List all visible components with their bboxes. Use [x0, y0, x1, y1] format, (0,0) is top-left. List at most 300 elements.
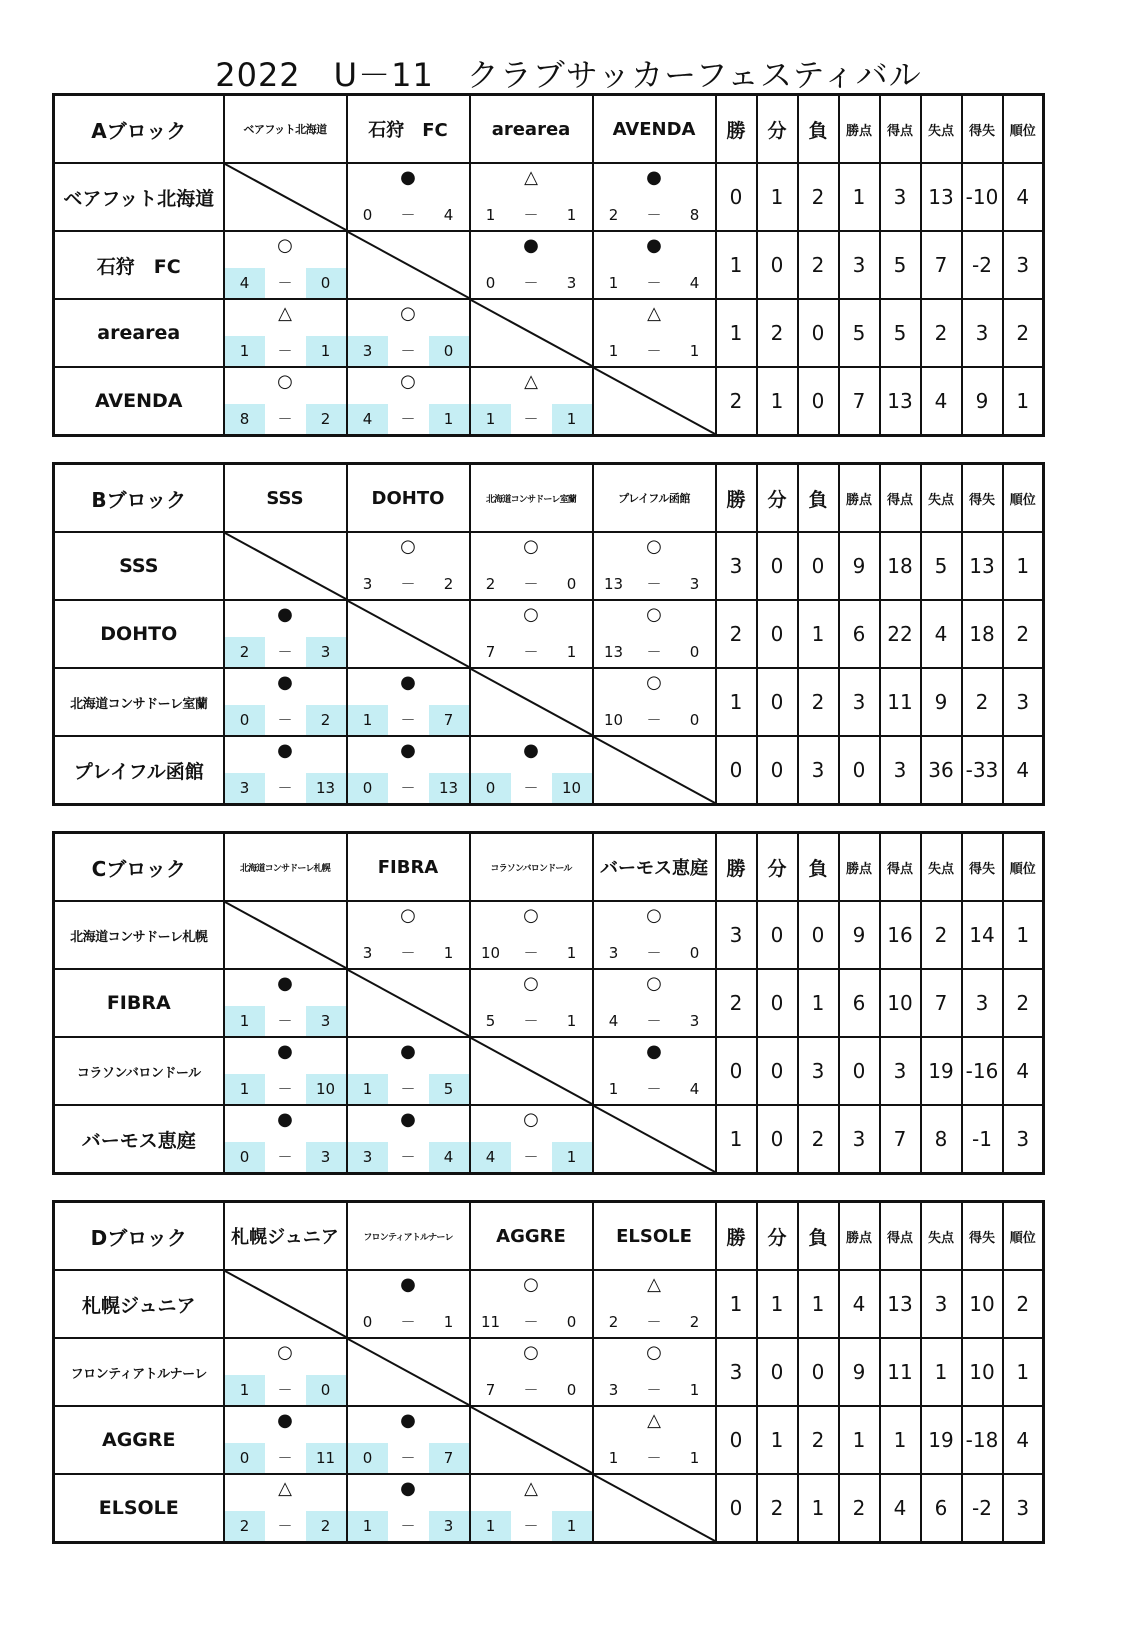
column-team-name: 札幌ジュニア [224, 1202, 347, 1271]
match-score [348, 569, 469, 599]
score-against: 1 [566, 643, 577, 661]
stat-value: 2 [1003, 969, 1044, 1037]
stat-header: 勝 [716, 1202, 757, 1271]
score-against: 1 [689, 1381, 700, 1399]
block-table [52, 831, 1045, 1175]
stat-value: 10 [880, 969, 921, 1037]
stat-value: 4 [921, 600, 962, 668]
match-score [225, 404, 346, 434]
score-for: 0 [362, 1313, 373, 1331]
result-mark: ● [277, 740, 293, 761]
table-row [54, 668, 1044, 736]
match-cell [593, 532, 716, 600]
table-row [54, 299, 1044, 367]
match-cell [470, 532, 593, 600]
match-cell [593, 668, 716, 736]
stat-value: 1 [921, 1338, 962, 1406]
stat-value: 5 [839, 299, 880, 367]
stat-value: 9 [962, 367, 1003, 436]
stat-value: -16 [962, 1037, 1003, 1105]
result-mark: ○ [523, 1342, 539, 1363]
result-mark: ● [400, 1109, 416, 1130]
stat-value: 22 [880, 600, 921, 668]
match-cell [224, 299, 347, 367]
stat-value: 7 [921, 231, 962, 299]
stat-header: 勝点 [839, 95, 880, 164]
stat-value: 2 [921, 901, 962, 969]
stat-value: 11 [880, 1338, 921, 1406]
score-against: 5 [429, 1074, 469, 1104]
match-cell [347, 1037, 470, 1105]
stat-header: 失点 [921, 1202, 962, 1271]
score-against: 0 [429, 336, 469, 366]
score-dash: － [277, 1517, 293, 1535]
diagonal-line [348, 232, 469, 298]
score-against: 0 [566, 1313, 577, 1331]
score-for: 1 [225, 336, 265, 366]
score-dash: － [400, 711, 416, 729]
result-mark: △ [647, 1410, 661, 1431]
match-cell [224, 736, 347, 805]
match-score [225, 1375, 346, 1405]
stat-value: 2 [1003, 1270, 1044, 1338]
row-team-name: SSS [54, 532, 224, 600]
stat-value: 10 [962, 1338, 1003, 1406]
score-for: 8 [225, 404, 265, 434]
score-for: 4 [225, 268, 265, 298]
match-score [348, 938, 469, 968]
stat-value: 2 [757, 1474, 798, 1543]
result-mark: ● [523, 740, 539, 761]
score-against: 3 [689, 1012, 700, 1030]
stat-value: 11 [880, 668, 921, 736]
score-dash: － [523, 779, 539, 797]
stat-header: 負 [798, 464, 839, 533]
column-team-name: 石狩 FC [347, 95, 470, 164]
score-dash: － [400, 1449, 416, 1467]
match-cell [593, 231, 716, 299]
score-against: 1 [429, 404, 469, 434]
score-dash: － [400, 342, 416, 360]
score-against: 2 [306, 404, 346, 434]
result-mark: ○ [523, 536, 539, 557]
stat-value: 1 [1003, 901, 1044, 969]
stat-value: 0 [716, 1037, 757, 1105]
score-dash: － [400, 944, 416, 962]
row-team-name: 札幌ジュニア [54, 1270, 224, 1338]
stat-value: 3 [962, 969, 1003, 1037]
score-for: 1 [471, 1511, 511, 1541]
stat-header: 得失 [962, 464, 1003, 533]
stat-value: 2 [962, 668, 1003, 736]
stat-value: 2 [921, 299, 962, 367]
match-score [225, 1006, 346, 1036]
diagonal-line [594, 1106, 715, 1172]
stat-value: 0 [757, 1105, 798, 1174]
match-score [471, 773, 592, 803]
score-dash: － [646, 342, 662, 360]
score-against: 4 [689, 274, 700, 292]
stat-value: 13 [880, 367, 921, 436]
column-team-name: SSS [224, 464, 347, 533]
score-dash: － [523, 410, 539, 428]
stat-value: 6 [839, 600, 880, 668]
stat-header: 得失 [962, 833, 1003, 902]
score-for: 3 [348, 1142, 388, 1172]
stat-value: 3 [1003, 668, 1044, 736]
stat-value: 19 [921, 1406, 962, 1474]
row-team-name: 北海道コンサドーレ札幌 [54, 901, 224, 969]
row-team-name: プレイフル函館 [54, 736, 224, 805]
score-dash: － [646, 1313, 662, 1331]
result-mark: ○ [646, 1342, 662, 1363]
score-against: 0 [689, 643, 700, 661]
score-against: 4 [443, 206, 454, 224]
result-mark: ○ [400, 303, 416, 324]
result-mark: ○ [277, 1342, 293, 1363]
score-against: 0 [306, 268, 346, 298]
row-team-name: 石狩 FC [54, 231, 224, 299]
row-team-name: arearea [54, 299, 224, 367]
match-score [471, 569, 592, 599]
score-against: 1 [306, 336, 346, 366]
stat-value: 10 [962, 1270, 1003, 1338]
score-for: 2 [608, 1313, 619, 1331]
table-row [54, 1270, 1044, 1338]
score-dash: － [523, 643, 539, 661]
stat-value: 4 [921, 367, 962, 436]
diagonal-line [348, 1339, 469, 1405]
result-mark: ● [400, 672, 416, 693]
match-score [594, 1074, 715, 1104]
score-for: 0 [348, 1443, 388, 1473]
match-score [471, 200, 592, 230]
score-for: 7 [485, 643, 496, 661]
match-score [225, 1142, 346, 1172]
score-for: 10 [603, 711, 624, 729]
match-score [348, 705, 469, 735]
stat-value: 3 [962, 299, 1003, 367]
score-for: 5 [485, 1012, 496, 1030]
match-score [348, 1511, 469, 1541]
score-against: 4 [429, 1142, 469, 1172]
score-dash: － [277, 1080, 293, 1098]
stat-value: 2 [716, 969, 757, 1037]
score-dash: － [277, 1381, 293, 1399]
result-mark: △ [278, 1478, 292, 1499]
match-cell [470, 600, 593, 668]
stat-value: 8 [921, 1105, 962, 1174]
stat-value: 5 [880, 231, 921, 299]
score-against: 3 [306, 1006, 346, 1036]
stat-header: 勝 [716, 833, 757, 902]
score-dash: － [277, 779, 293, 797]
result-mark: ● [646, 1041, 662, 1062]
result-mark: △ [647, 1274, 661, 1295]
score-for: 1 [348, 1511, 388, 1541]
page-title: 2022 U－11 クラブサッカーフェスティバル [215, 56, 922, 94]
match-cell [347, 901, 470, 969]
stat-value: 0 [798, 367, 839, 436]
score-dash: － [523, 206, 539, 224]
stat-value: 1 [757, 1406, 798, 1474]
stat-value: 1 [798, 1270, 839, 1338]
score-for: 0 [225, 1142, 265, 1172]
match-cell [224, 367, 347, 436]
score-dash: － [523, 1517, 539, 1535]
score-against: 1 [566, 944, 577, 962]
result-mark: ● [400, 1041, 416, 1062]
match-score [225, 637, 346, 667]
row-team-name: AGGRE [54, 1406, 224, 1474]
stat-value: 3 [1003, 231, 1044, 299]
stat-value: 4 [1003, 1037, 1044, 1105]
stat-header: 得点 [880, 95, 921, 164]
block-name: Bブロック [54, 464, 224, 533]
result-mark: ○ [646, 536, 662, 557]
stat-header: 順位 [1003, 464, 1044, 533]
result-mark: ○ [400, 371, 416, 392]
match-cell [347, 1406, 470, 1474]
block-table [52, 462, 1045, 806]
result-mark: ● [400, 1478, 416, 1499]
stat-value: 0 [798, 532, 839, 600]
score-for: 4 [471, 1142, 511, 1172]
match-score [471, 938, 592, 968]
self-match-cell [347, 1338, 470, 1406]
stat-value: 1 [1003, 1338, 1044, 1406]
match-cell [347, 668, 470, 736]
match-score [348, 404, 469, 434]
score-against: 2 [443, 575, 454, 593]
score-against: 1 [552, 1142, 592, 1172]
score-for: 1 [225, 1375, 265, 1405]
match-score [594, 938, 715, 968]
self-match-cell [224, 901, 347, 969]
diagonal-line [471, 1407, 592, 1473]
score-dash: － [523, 274, 539, 292]
stat-value: 3 [839, 231, 880, 299]
match-cell [224, 1474, 347, 1543]
result-mark: ● [400, 167, 416, 188]
score-against: 2 [306, 705, 346, 735]
row-team-name: 北海道コンサドーレ室蘭 [54, 668, 224, 736]
score-dash: － [277, 410, 293, 428]
match-cell [470, 231, 593, 299]
table-row [54, 600, 1044, 668]
column-team-name: DOHTO [347, 464, 470, 533]
score-against: 0 [566, 1381, 577, 1399]
stat-value: 3 [839, 668, 880, 736]
table-row [54, 736, 1044, 805]
score-against: 1 [689, 342, 700, 360]
score-against: 1 [552, 1511, 592, 1541]
stat-value: 1 [798, 1474, 839, 1543]
result-mark: ● [646, 167, 662, 188]
score-for: 3 [608, 944, 619, 962]
column-team-name: ELSOLE [593, 1202, 716, 1271]
diagonal-line [225, 902, 346, 968]
result-mark: ○ [523, 1109, 539, 1130]
score-for: 3 [348, 336, 388, 366]
score-against: 13 [306, 773, 346, 803]
match-score [348, 1443, 469, 1473]
score-against: 10 [552, 773, 592, 803]
stat-value: -18 [962, 1406, 1003, 1474]
table-row [54, 532, 1044, 600]
score-dash: － [277, 1449, 293, 1467]
stat-value: 0 [716, 1474, 757, 1543]
stat-value: 0 [716, 163, 757, 231]
result-mark: ○ [646, 973, 662, 994]
stat-value: 1 [798, 969, 839, 1037]
match-cell [347, 299, 470, 367]
score-against: 1 [566, 206, 577, 224]
diagonal-line [348, 970, 469, 1036]
match-cell [347, 1105, 470, 1174]
score-against: 4 [689, 1080, 700, 1098]
score-against: 2 [306, 1511, 346, 1541]
match-cell [470, 1270, 593, 1338]
stat-value: 3 [798, 1037, 839, 1105]
match-score [594, 268, 715, 298]
score-for: 0 [471, 773, 511, 803]
column-team-name: ベアフット北海道 [224, 95, 347, 164]
score-dash: － [646, 711, 662, 729]
result-mark: ● [277, 1109, 293, 1130]
score-dash: － [277, 274, 293, 292]
stat-value: 18 [880, 532, 921, 600]
match-score [594, 637, 715, 667]
stat-value: 1 [839, 163, 880, 231]
stat-value: 0 [757, 600, 798, 668]
score-for: 2 [225, 637, 265, 667]
stat-value: 3 [880, 163, 921, 231]
column-team-name: コラソンバロンドール [470, 833, 593, 902]
result-mark: ● [646, 235, 662, 256]
score-dash: － [277, 342, 293, 360]
result-mark: ○ [400, 905, 416, 926]
diagonal-line [471, 300, 592, 366]
score-dash: － [277, 1012, 293, 1030]
score-for: 1 [348, 1074, 388, 1104]
self-match-cell [470, 299, 593, 367]
match-cell [593, 901, 716, 969]
stat-value: 0 [757, 532, 798, 600]
stat-value: 3 [1003, 1474, 1044, 1543]
stat-header: 順位 [1003, 833, 1044, 902]
score-dash: － [646, 206, 662, 224]
match-score [471, 404, 592, 434]
result-mark: ○ [646, 905, 662, 926]
stat-value: 3 [880, 736, 921, 805]
self-match-cell [593, 1105, 716, 1174]
match-cell [224, 1105, 347, 1174]
stat-header: 失点 [921, 95, 962, 164]
stat-value: 1 [716, 1105, 757, 1174]
score-against: 3 [566, 274, 577, 292]
stat-value: 4 [1003, 1406, 1044, 1474]
score-dash: － [523, 1148, 539, 1166]
score-for: 2 [225, 1511, 265, 1541]
column-team-name: フロンティアトルナーレ [347, 1202, 470, 1271]
stat-value: 9 [839, 1338, 880, 1406]
match-cell [593, 1270, 716, 1338]
match-cell [224, 600, 347, 668]
stat-value: 6 [839, 969, 880, 1037]
stat-value: 5 [880, 299, 921, 367]
diagonal-line [471, 1038, 592, 1104]
match-cell [470, 901, 593, 969]
score-for: 2 [608, 206, 619, 224]
block-name: Dブロック [54, 1202, 224, 1271]
stat-value: -2 [962, 1474, 1003, 1543]
match-score [594, 200, 715, 230]
stat-value: 2 [1003, 299, 1044, 367]
table-row [54, 367, 1044, 436]
stat-value: 1 [716, 231, 757, 299]
stat-header: 勝 [716, 464, 757, 533]
score-for: 1 [608, 1449, 619, 1467]
score-for: 1 [348, 705, 388, 735]
result-mark: ○ [523, 1274, 539, 1295]
stat-value: -10 [962, 163, 1003, 231]
table-row [54, 1105, 1044, 1174]
stat-header: 分 [757, 1202, 798, 1271]
match-cell [470, 163, 593, 231]
result-mark: ● [277, 672, 293, 693]
result-mark: △ [524, 371, 538, 392]
stat-value: 1 [798, 600, 839, 668]
stat-value: 2 [716, 367, 757, 436]
score-dash: － [646, 643, 662, 661]
score-dash: － [400, 575, 416, 593]
score-against: 3 [306, 637, 346, 667]
match-cell [224, 668, 347, 736]
header-row [54, 833, 1044, 902]
score-dash: － [523, 944, 539, 962]
score-against: 8 [689, 206, 700, 224]
score-for: 1 [608, 1080, 619, 1098]
self-match-cell [347, 600, 470, 668]
match-cell [470, 969, 593, 1037]
stat-header: 負 [798, 833, 839, 902]
match-cell [470, 1105, 593, 1174]
stat-value: 19 [921, 1037, 962, 1105]
self-match-cell [593, 367, 716, 436]
result-mark: ● [400, 1274, 416, 1295]
stat-value: 7 [921, 969, 962, 1037]
stat-value: 14 [962, 901, 1003, 969]
match-cell [593, 969, 716, 1037]
stat-value: 1 [716, 1270, 757, 1338]
diagonal-line [348, 601, 469, 667]
table-row [54, 969, 1044, 1037]
match-cell [347, 1270, 470, 1338]
match-cell [224, 1338, 347, 1406]
result-mark: ○ [646, 604, 662, 625]
match-cell [347, 532, 470, 600]
stat-value: 0 [757, 231, 798, 299]
table-row [54, 231, 1044, 299]
score-against: 1 [443, 944, 454, 962]
stat-value: 1 [880, 1406, 921, 1474]
column-team-name: arearea [470, 95, 593, 164]
score-dash: － [277, 643, 293, 661]
stat-value: 1 [757, 1270, 798, 1338]
stat-value: 1 [757, 367, 798, 436]
row-team-name: フロンティアトルナーレ [54, 1338, 224, 1406]
